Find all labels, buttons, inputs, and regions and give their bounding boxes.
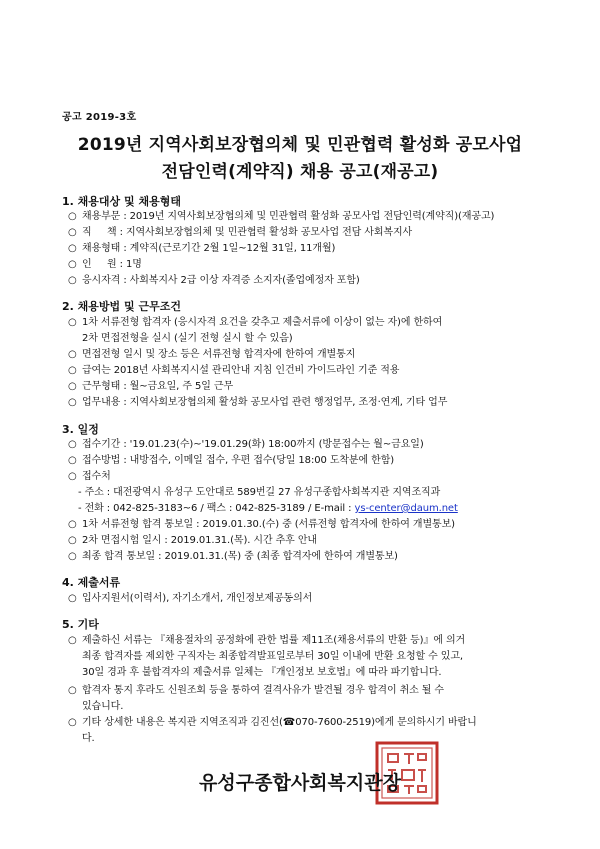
- list-item: ○ 기타 상세한 내용은 복지관 지역조직과 김진선(☎070-7600-2519)에게 문의하시기 바랍니: [68, 717, 477, 728]
- circle-bullet-icon: ○: [68, 365, 77, 376]
- title-line-2: 전담인력(계약직) 채용 공고(재공고): [161, 162, 439, 182]
- list-item: ○ 접수방법 : 내방접수, 이메일 접수, 우편 접수(당일 18:00 도착분에 한함): [68, 455, 395, 466]
- circle-bullet-icon: ○: [68, 259, 77, 270]
- section-3-heading: 3. 일정: [62, 423, 99, 436]
- title-line-1: 2019년 지역사회보장협의체 및 민관협력 활성화 공모사업: [77, 135, 523, 155]
- list-item: ○ 입사지원서(이력서), 자기소개서, 개인정보제공동의서: [68, 593, 313, 604]
- circle-bullet-icon: ○: [68, 397, 77, 408]
- section-4-heading: 4. 제출서류: [62, 576, 121, 589]
- circle-bullet-icon: ○: [68, 349, 77, 360]
- circle-bullet-icon: ○: [68, 685, 77, 696]
- circle-bullet-icon: ○: [68, 439, 77, 450]
- circle-bullet-icon: ○: [68, 551, 77, 562]
- organization-name: 유성구종합사회복지관장: [199, 772, 401, 794]
- circle-bullet-icon: ○: [68, 455, 77, 466]
- section-5-heading: 5. 기타: [62, 618, 99, 631]
- list-item: ○ 최종 합격 통보일 : 2019.01.31.(목) 중 (최종 합격자에 한하여 개별통보): [68, 551, 398, 562]
- circle-bullet-icon: ○: [68, 381, 77, 392]
- list-item: ○ 채용부문 : 2019년 지역사회보장협의체 및 민관협력 활성화 공모사업 전담인력(계약직)(재공고): [68, 211, 495, 222]
- circle-bullet-icon: ○: [68, 275, 77, 286]
- circle-bullet-icon: ○: [68, 317, 77, 328]
- circle-bullet-icon: ○: [68, 227, 77, 238]
- list-item: ○ 1차 서류전형 합격 통보일 : 2019.01.30.(수) 중 (서류전형 합격자에 한하여 개별통보): [68, 519, 455, 530]
- list-item: ○ 1차 서류전형 합격자 (응시자격 요건을 갖추고 제출서류에 이상이 없는 자)에 한하여: [68, 317, 443, 328]
- list-item: ○ 직 책 : 지역사회보장협의체 및 민관협력 활성화 공모사업 전담 사회복지사: [68, 227, 413, 238]
- circle-bullet-icon: ○: [68, 535, 77, 546]
- email-link[interactable]: ys-center@daum.net: [354, 503, 458, 514]
- list-item: ○ 제출하신 서류는 『채용절차의 공정화에 관한 법률 제11조(채용서류의 반환 등)』에 의거: [68, 635, 466, 646]
- list-item: ○ 2차 면접시험 일시 : 2019.01.31.(목). 시간 추후 안내: [68, 535, 317, 546]
- list-item-continuation: 2차 면접전형을 실시 (실기 전형 실시 할 수 있음): [82, 333, 293, 344]
- circle-bullet-icon: ○: [68, 635, 77, 646]
- list-item-continuation: 최종 합격자를 제외한 구직자는 최종합격발표일로부터 30일 이내에 반환 요청할 수 있고,: [82, 651, 463, 662]
- list-item: ○ 급여는 2018년 사회복지시설 관리안내 지침 인건비 가이드라인 기준 적용: [68, 365, 400, 376]
- list-item: ○ 채용형태 : 계약직(근로기간 2월 1일~12월 31일, 11개월): [68, 243, 336, 254]
- section-1-heading: 1. 채용대상 및 채용형태: [62, 195, 181, 208]
- circle-bullet-icon: ○: [68, 243, 77, 254]
- circle-bullet-icon: ○: [68, 519, 77, 530]
- list-item-continuation: 있습니다.: [82, 701, 124, 712]
- list-item: ○ 접수기간 : '19.01.23(수)~'19.01.29(화) 18:00까지 (방문접수는 월~금요일): [68, 439, 424, 450]
- list-item: ○ 인 원 : 1명: [68, 259, 142, 270]
- list-item-continuation: 다.: [82, 733, 95, 744]
- circle-bullet-icon: ○: [68, 593, 77, 604]
- list-item: ○ 업무내용 : 지역사회보장협의체 활성화 공모사업 관련 행정업무, 조정·연계, 기타 업무: [68, 397, 448, 408]
- list-item: ○ 합격자 통지 후라도 신원조회 등을 통하여 결격사유가 발견될 경우 합격이 취소 될 수: [68, 685, 444, 696]
- list-item: ○ 근무형태 : 월~금요일, 주 5일 근무: [68, 381, 234, 392]
- contact-line: - 전화 : 042-825-3183~6 / 팩스 : 042-825-3189 / E-mail : ys-center@daum.net: [78, 503, 458, 514]
- list-item: ○ 면접전형 일시 및 장소 등은 서류전형 합격자에 한하여 개별통지: [68, 349, 356, 360]
- notice-number: 공고 2019-3호: [62, 112, 137, 123]
- list-item: ○ 접수처: [68, 471, 111, 482]
- circle-bullet-icon: ○: [68, 211, 77, 222]
- circle-bullet-icon: ○: [68, 471, 77, 482]
- list-item-continuation: 30일 경과 후 불합격자의 제출서류 일체는 『개인정보 보호법』에 따라 파기합니다.: [82, 667, 442, 678]
- circle-bullet-icon: ○: [68, 717, 77, 728]
- list-item: ○ 응시자격 : 사회복지사 2급 이상 자격증 소지자(졸업예정자 포함): [68, 275, 360, 286]
- address-line: - 주소 : 대전광역시 유성구 도안대로 589번길 27 유성구종합사회복지관 지역조직과: [78, 487, 441, 498]
- section-2-heading: 2. 채용방법 및 근무조건: [62, 300, 181, 313]
